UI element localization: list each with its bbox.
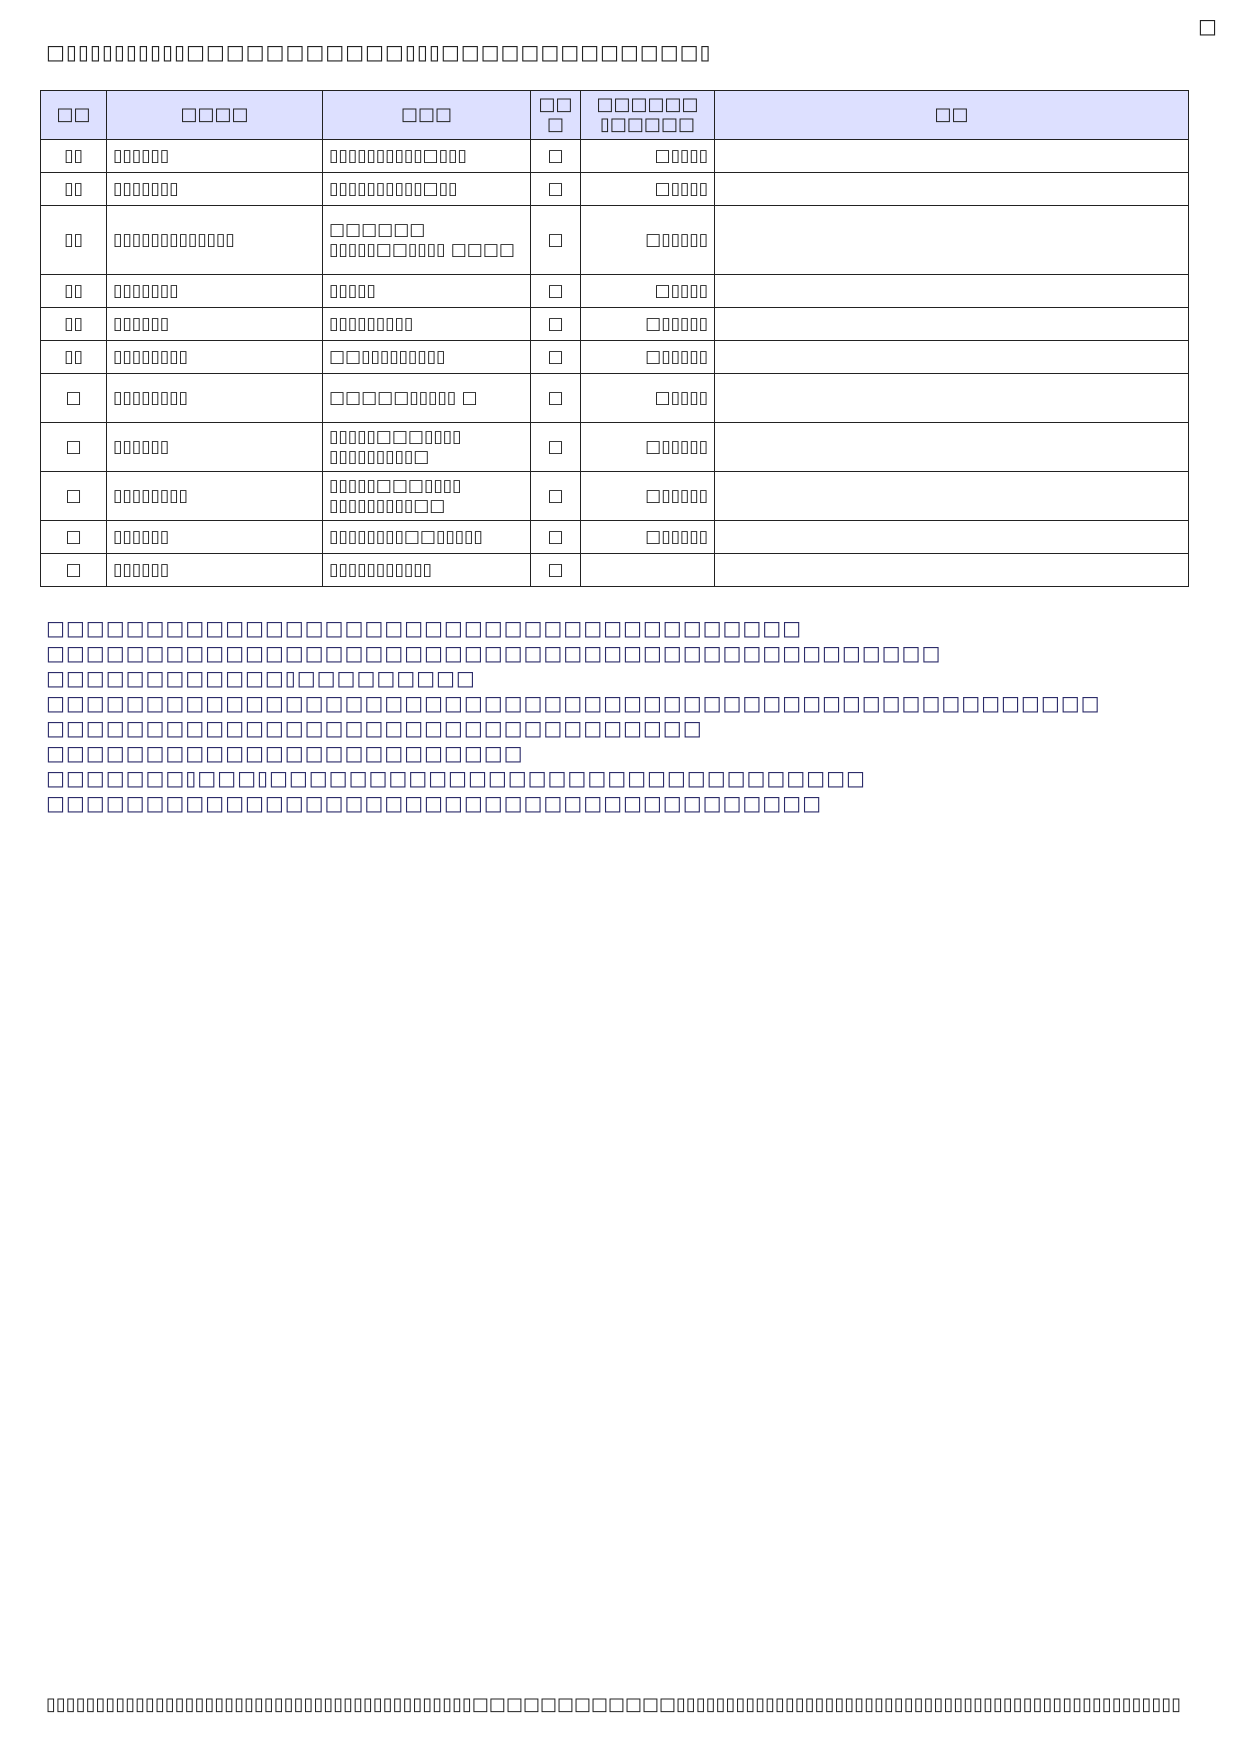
- document-title: □▯▯▯▯▯▯▯▯▯▯□□□□□□□□□□□▯▯▯□□□□□□□□□□□□□▯: [46, 40, 712, 64]
- cell-remarks: [715, 140, 1189, 173]
- table-row: [41, 472, 1189, 521]
- cell-remarks: [715, 341, 1189, 374]
- cell-name: ▯▯▯▯▯▯: [107, 140, 323, 173]
- page-number: □: [1198, 14, 1217, 38]
- cell-no: ▯▯: [41, 173, 107, 206]
- cell-length: □▯▯▯▯: [581, 275, 715, 308]
- note-line: □□□□□□□□□□□□□□□□□□□□□□□□□□□□□□□□□□□□□□□□□□□□□: [46, 641, 942, 665]
- cell-remarks: [715, 554, 1189, 587]
- cell-length: [581, 554, 715, 587]
- cell-name: ▯▯▯▯▯▯▯: [107, 275, 323, 308]
- cell-required: □: [531, 554, 581, 587]
- cell-type: □□▯▯▯▯▯▯▯▯▯: [323, 341, 531, 374]
- cell-required: □: [531, 206, 581, 275]
- table-row: [41, 308, 1189, 341]
- cell-no: □: [41, 472, 107, 521]
- header-type: □□□: [323, 91, 531, 140]
- cell-remarks: [715, 521, 1189, 554]
- table-row: [41, 423, 1189, 472]
- note-line: □□□□□□□▯□□□▯□□□□□□□□□□□□□□□□□□□□□□□□□□□□□□: [46, 766, 866, 790]
- header-no: □□: [41, 91, 107, 140]
- cell-remarks: [715, 275, 1189, 308]
- cell-name: ▯▯▯▯▯▯▯▯: [107, 472, 323, 521]
- header-remarks: □□: [715, 91, 1189, 140]
- cell-type: ▯▯▯▯▯▯▯▯▯: [323, 308, 531, 341]
- cell-required: □: [531, 521, 581, 554]
- cell-remarks: [715, 173, 1189, 206]
- cell-required: □: [531, 374, 581, 423]
- cell-length: □▯▯▯▯: [581, 140, 715, 173]
- cell-length: □▯▯▯▯: [581, 173, 715, 206]
- cell-type: ▯▯▯▯▯□□□▯▯▯▯ ▯▯▯▯▯▯▯▯▯□□: [323, 472, 531, 521]
- cell-type: □□□□□▯▯▯▯▯ □: [323, 374, 531, 423]
- cell-required: □: [531, 472, 581, 521]
- cell-length: □▯▯▯▯▯: [581, 521, 715, 554]
- cell-name: ▯▯▯▯▯▯▯▯: [107, 341, 323, 374]
- field-definition-table: [40, 90, 1189, 587]
- table-row: [41, 374, 1189, 423]
- cell-name: ▯▯▯▯▯▯: [107, 308, 323, 341]
- cell-required: □: [531, 140, 581, 173]
- header-length: □□□□□□ ▯□□□□□: [581, 91, 715, 140]
- cell-name: ▯▯▯▯▯▯▯▯▯▯▯▯▯: [107, 206, 323, 275]
- cell-no: ▯▯: [41, 341, 107, 374]
- cell-no: ▯▯: [41, 206, 107, 275]
- cell-required: □: [531, 275, 581, 308]
- note-line: □□□□□□□□□□□□□□□□□□□□□□□□□□□□□□□□□□□□□□□□□□□□□□□□□□□□□: [46, 691, 1101, 715]
- header-required: □□ □: [531, 91, 581, 140]
- table-row: [41, 554, 1189, 587]
- table-row: [41, 140, 1189, 173]
- cell-length: □▯▯▯▯▯: [581, 206, 715, 275]
- cell-name: ▯▯▯▯▯▯: [107, 554, 323, 587]
- cell-name: ▯▯▯▯▯▯▯▯: [107, 374, 323, 423]
- cell-no: □: [41, 423, 107, 472]
- cell-no: ▯▯: [41, 308, 107, 341]
- cell-required: □: [531, 341, 581, 374]
- cell-no: □: [41, 374, 107, 423]
- header-field-name: □□□□: [107, 91, 323, 140]
- cell-name: ▯▯▯▯▯▯▯: [107, 173, 323, 206]
- cell-length: □▯▯▯▯▯: [581, 341, 715, 374]
- cell-name: ▯▯▯▯▯▯: [107, 521, 323, 554]
- cell-remarks: [715, 472, 1189, 521]
- cell-remarks: [715, 206, 1189, 275]
- note-line: □□□□□□□□□□□□□□□□□□□□□□□□□□□□□□□□□□□□□□□: [46, 791, 822, 815]
- cell-remarks: [715, 374, 1189, 423]
- cell-type: □□□□□□ ▯▯▯▯▯□□▯▯▯▯ □□□□: [323, 206, 531, 275]
- cell-required: □: [531, 308, 581, 341]
- cell-name: ▯▯▯▯▯▯: [107, 423, 323, 472]
- cell-remarks: [715, 308, 1189, 341]
- table-header-row: [41, 91, 1189, 140]
- table-row: [41, 341, 1189, 374]
- cell-type: ▯▯▯▯▯: [323, 275, 531, 308]
- table-row: [41, 206, 1189, 275]
- cell-type: ▯▯▯▯▯▯▯▯▯▯▯: [323, 554, 531, 587]
- table-row: [41, 173, 1189, 206]
- cell-length: □▯▯▯▯▯: [581, 308, 715, 341]
- note-line: □□□□□□□□□□□□□□□□□□□□□□□□□□□□□□□□□: [46, 716, 703, 740]
- notes-section: [46, 616, 1101, 816]
- table-row: [41, 275, 1189, 308]
- cell-no: □: [41, 521, 107, 554]
- table-row: [41, 521, 1189, 554]
- cell-required: □: [531, 423, 581, 472]
- cell-no: ▯▯: [41, 140, 107, 173]
- page-footer: ▯▯▯▯▯▯▯▯▯▯▯▯▯▯▯▯▯▯▯▯▯▯▯▯▯▯▯▯▯▯▯▯▯▯▯▯▯▯▯▯▯▯▯□□□□□□□□□□□□▯▯▯▯▯▯▯▯▯▯▯▯▯▯▯▯▯▯▯▯▯▯▯▯▯▯▯▯▯▯▯▯▯▯▯▯▯▯▯▯▯▯▯▯▯▯▯▯▯▯▯: [46, 1694, 1182, 1715]
- cell-type: ▯▯▯▯▯▯▯▯□□▯▯▯▯▯: [323, 521, 531, 554]
- cell-no: ▯▯: [41, 275, 107, 308]
- cell-type: ▯▯▯▯▯□□□▯▯▯▯ ▯▯▯▯▯▯▯▯▯□: [323, 423, 531, 472]
- cell-length: □▯▯▯▯: [581, 374, 715, 423]
- cell-no: □: [41, 554, 107, 587]
- cell-length: □▯▯▯▯▯: [581, 423, 715, 472]
- note-line: □□□□□□□□□□□□▯□□□□□□□□□: [46, 666, 476, 690]
- cell-length: □▯▯▯▯▯: [581, 472, 715, 521]
- cell-type: ▯▯▯▯▯▯▯▯▯▯□▯▯: [323, 173, 531, 206]
- cell-required: □: [531, 173, 581, 206]
- cell-type: ▯▯▯▯▯▯▯▯▯▯□▯▯▯: [323, 140, 531, 173]
- note-line: □□□□□□□□□□□□□□□□□□□□□□□□: [46, 741, 524, 765]
- note-line: □□□□□□□□□□□□□□□□□□□□□□□□□□□□□□□□□□□□□□: [46, 616, 803, 640]
- cell-remarks: [715, 423, 1189, 472]
